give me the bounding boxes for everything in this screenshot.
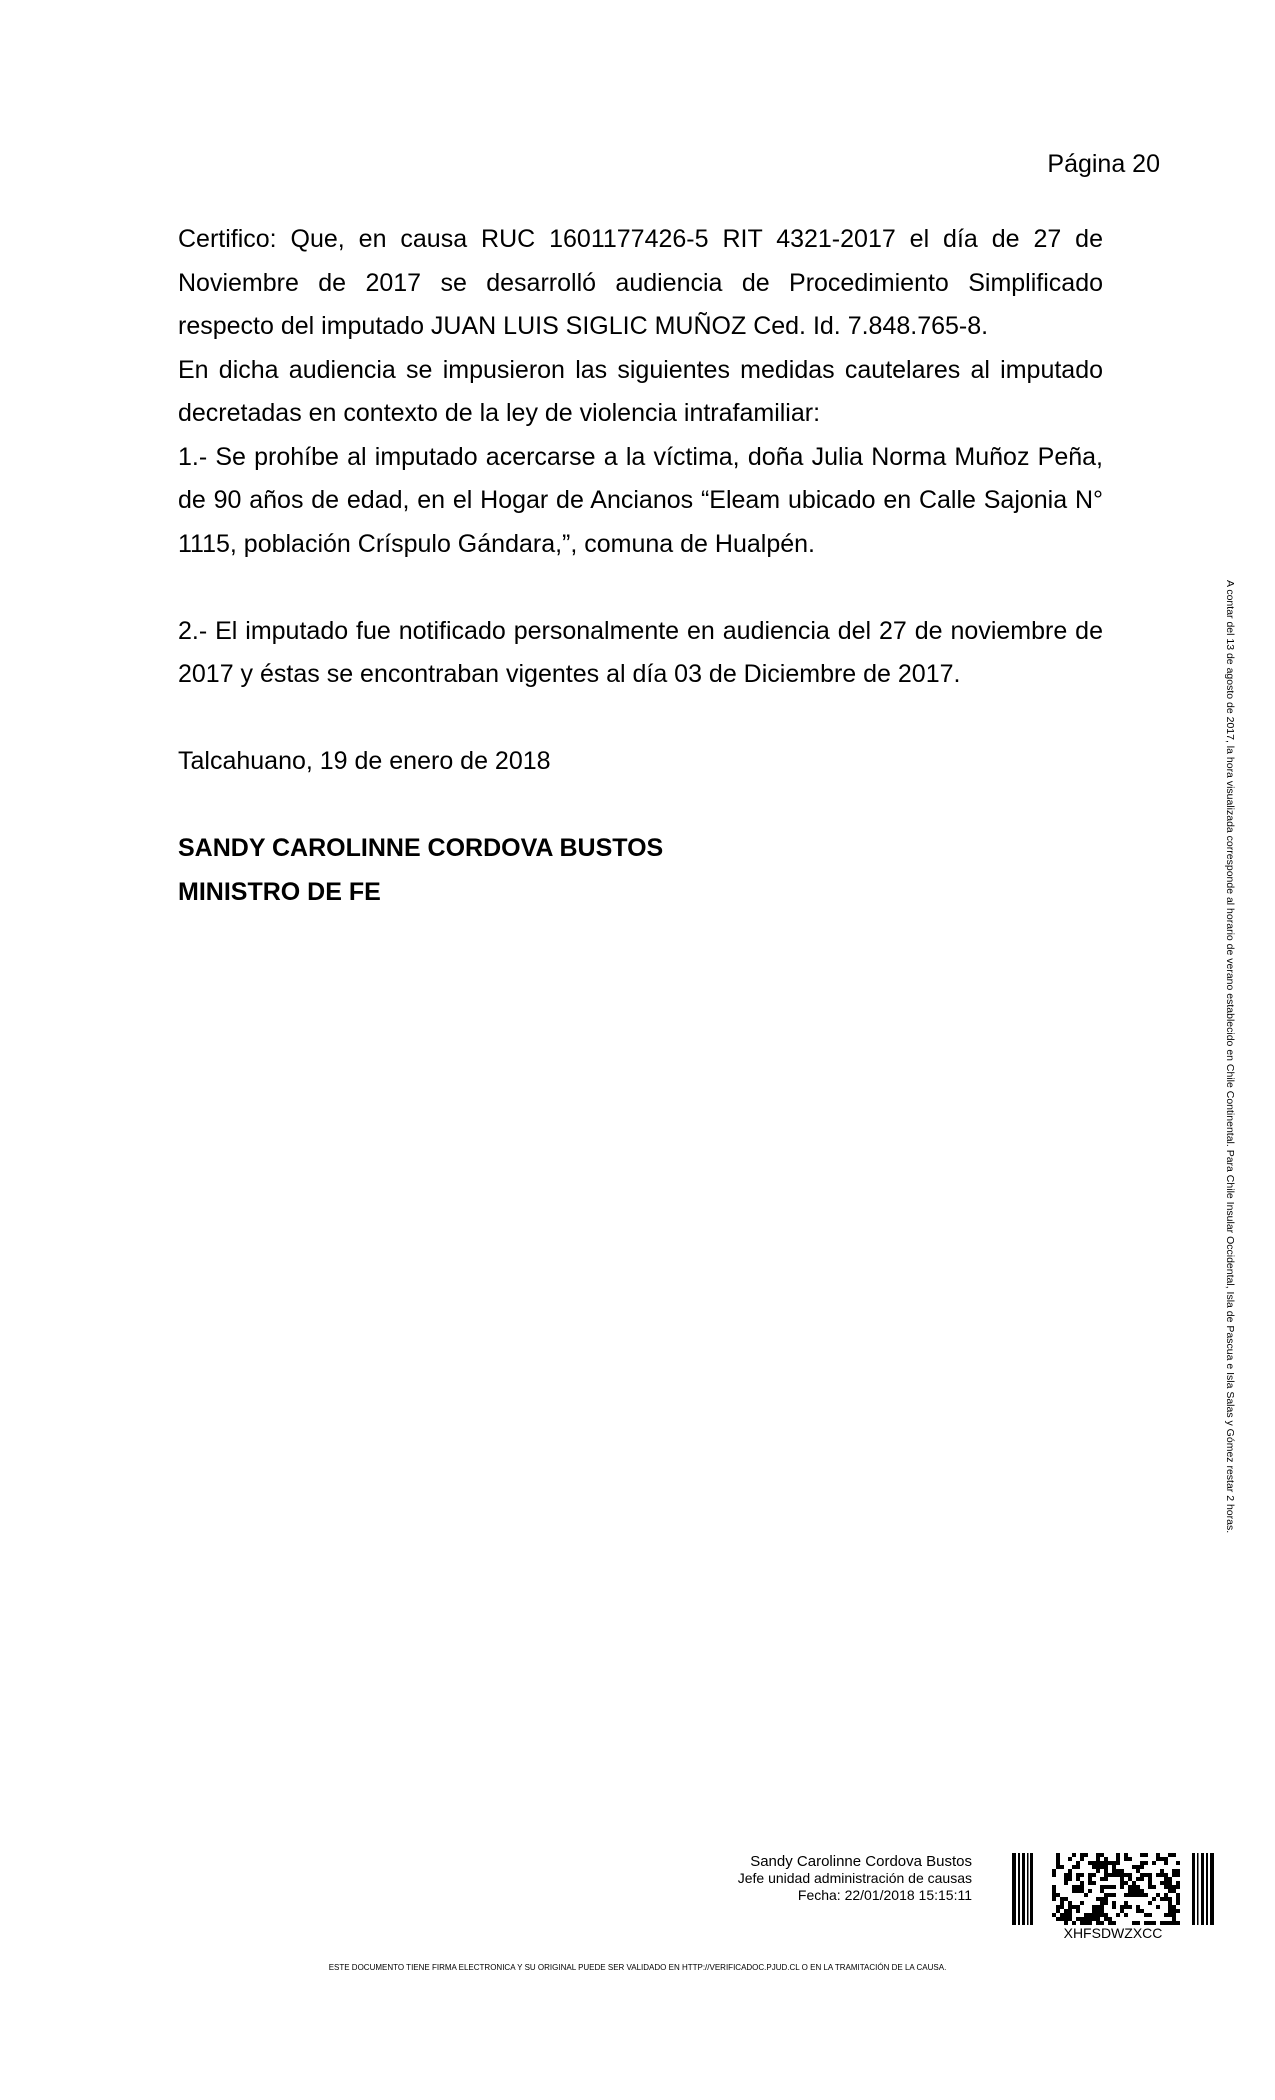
measures-intro: En dicha audiencia se impusieron las siguientes medidas cautelares al imputado decretadas en contexto de la ley de violencia intrafamiliar: — [178, 355, 1103, 427]
barcode-matrix — [1052, 1853, 1180, 1925]
signer-name: SANDY CAROLINNE CORDOVA BUSTOS — [178, 834, 664, 862]
certificate-body — [178, 218, 1103, 914]
footer-notice: ESTE DOCUMENTO TIENE FIRMA ELECTRONICA Y SU ORIGINAL PUEDE SER VALIDADO EN HTTP://VERIFICADOC.PJUD.CL O EN LA TRAMITACIÓN DE LA CAUSA. — [328, 1963, 947, 1972]
e-signature-date: Fecha: 22/01/2018 15:15:11 — [797, 1887, 972, 1903]
signer-title: MINISTRO DE FE — [178, 877, 381, 906]
verification-barcode-icon — [1012, 1853, 1214, 1925]
e-signature-name: Sandy Carolinne Cordova Bustos — [750, 1853, 972, 1870]
daylight-time-note: A contar del 13 de agosto de 2017, la hora visualizada corresponde al horario de verano establecido en Chile Continental. Para Chile Insular Occidental, Isla de Pascua e Isla Salas y Gómez restar 2 horas. — [1224, 580, 1236, 1534]
certificate-paragraph: Certifico: Que, en causa RUC 1601177426-5 RIT 4321-2017 el día de 27 de Noviembre de 2017 se desarrolló audiencia de Procedimiento Simplificado respecto del imputado JUAN LUIS SIGLIC MUÑOZ Ced. Id. 7.848.765-8. — [178, 225, 1103, 340]
electronic-signature — [680, 1853, 972, 1904]
page-number: Página 20 — [1047, 150, 1160, 178]
e-signature-role: Jefe unidad administración de causas — [737, 1870, 972, 1886]
measure-item-2: 2.- El imputado fue notificado personalmente en audiencia del 27 de noviembre de 2017 y éstas se encontraban vigentes al día 03 de Diciembre de 2017. — [178, 616, 1103, 688]
place-date: Talcahuano, 19 de enero de 2018 — [178, 747, 551, 775]
verification-code: XHFSDWZXCC — [1063, 1925, 1163, 1941]
measure-item-1: 1.- Se prohíbe al imputado acercarse a la víctima, doña Julia Norma Muñoz Peña, de 90 años de edad, en el Hogar de Ancianos “Eleam ubicado en Calle Sajonia N° 1115, población Críspulo Gándara,”, comuna de Hualpén. — [178, 442, 1103, 558]
